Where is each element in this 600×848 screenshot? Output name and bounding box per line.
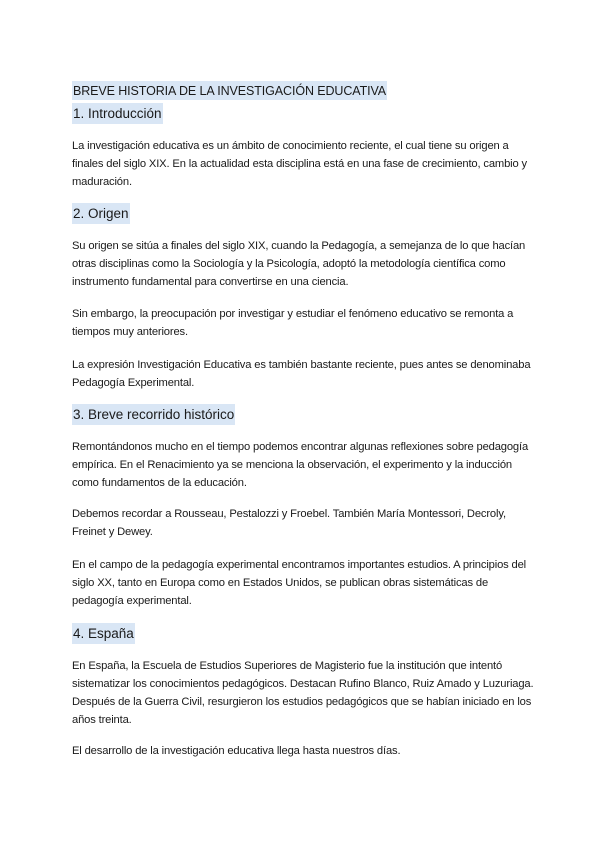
section-origen-body-3 [72, 356, 534, 392]
section-heading-introduccion: 1. Introducción [72, 103, 163, 124]
section-origen-body-2 [72, 305, 534, 341]
section-espana-body-1 [72, 657, 534, 729]
paragraph: En España, la Escuela de Estudios Superiores de Magisterio fue la institución que intentó sistematizar los conocimientos pedagógicos. Destacan Rufino Blanco, Ruiz Amado y Luzuriaga. Después de la Guerra Civil, resurgieron los estudios pedagógicos que se habían iniciado en los años treinta. [72, 660, 534, 726]
section-historico-body-1 [72, 438, 534, 492]
section-introduccion-heading-block [72, 103, 534, 124]
section-heading-espana: 4. España [72, 623, 135, 644]
section-historico-body-2 [72, 505, 534, 541]
section-heading-origen: 2. Origen [72, 203, 130, 224]
section-origen-body-1 [72, 237, 534, 291]
paragraph: La investigación educativa es un ámbito de conocimiento reciente, el cual tiene su origen a finales del siglo XIX. En la actualidad esta disciplina está en una fase de crecimiento, cambio y maduración. [72, 140, 527, 188]
section-heading-recorrido-historico: 3. Breve recorrido histórico [72, 404, 235, 425]
section-espana-heading-block [72, 623, 534, 644]
paragraph: La expresión Investigación Educativa es también bastante reciente, pues antes se denominaba Pedagogía Experimental. [72, 359, 531, 389]
paragraph: En el campo de la pedagogía experimental encontramos importantes estudios. A principios del siglo XX, tanto en Europa como en Estados Unidos, se publican obras sistemáticas de pedagogía experimental. [72, 559, 527, 607]
paragraph: Debemos recordar a Rousseau, Pestalozzi y Froebel. También María Montessori, Decroly, Freinet y Dewey. [72, 508, 506, 538]
paragraph: Sin embargo, la preocupación por investigar y estudiar el fenómeno educativo se remonta a tiempos muy anteriores. [72, 308, 514, 338]
section-introduccion-body [72, 137, 534, 191]
document-title-block [72, 70, 534, 100]
section-origen-heading-block [72, 203, 534, 224]
paragraph: El desarrollo de la investigación educativa llega hasta nuestros días. [72, 745, 401, 757]
document-title: BREVE HISTORIA DE LA INVESTIGACIÓN EDUCATIVA [72, 81, 387, 100]
section-historico-heading-block [72, 404, 534, 425]
paragraph: Su origen se sitúa a finales del siglo XIX, cuando la Pedagogía, a semejanza de lo que hacían otras disciplinas como la Sociología y la Psicología, adoptó la metodología científica como instrumento fundamental para convertirse en una ciencia. [72, 240, 526, 288]
section-historico-body-3 [72, 556, 534, 610]
section-espana-body-2 [72, 742, 534, 760]
paragraph: Remontándonos mucho en el tiempo podemos encontrar algunas reflexiones sobre pedagogía empírica. En el Renacimiento ya se menciona la observación, el experimento y la inducción como fundamentos de la educación. [72, 441, 529, 489]
